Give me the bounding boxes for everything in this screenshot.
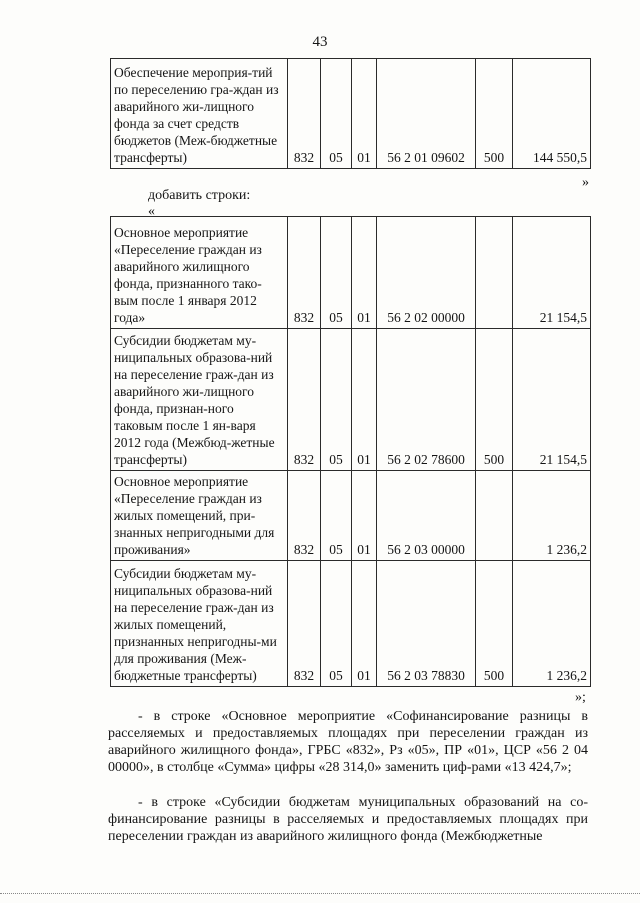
row-name: Обеспечение мероприя-тий по переселению гра-ждан из аварийного жи-лищного фонда за счет средств бюджетов (Меж-бюджетные трансферты) <box>111 59 288 169</box>
sum-cell: 1 236,2 <box>513 561 591 687</box>
paragraph-text: - в строке «Субсидии бюджетам муниципальных образований на со-финансирование разницы в расселяемых и предоставляемых площадях при переселении граждан из аварийного жилищного фонда (Межбюджетные <box>108 795 588 844</box>
table-row <box>111 561 591 687</box>
page-bottom-divider <box>0 893 640 894</box>
pr-cell: 01 <box>352 59 377 169</box>
opening-quote: « <box>148 204 155 219</box>
page-number: 43 <box>312 34 328 50</box>
grbs-cell: 832 <box>288 329 321 471</box>
sum-cell: 144 550,5 <box>513 59 591 169</box>
sum-cell: 21 154,5 <box>513 217 591 329</box>
grbs-cell: 832 <box>288 217 321 329</box>
csr-cell: 56 2 03 78830 <box>377 561 476 687</box>
paragraph-text: - в строке «Основное мероприятие «Софинансирование разницы в расселяемых и предоставляемых площадях при переселении граждан из аварийного жилищного фонда», ГРБС «832», Рз «05», ПР «01», ЦСР «56 2 04 00000», в столбце «Сумма» цифры «28 314,0» заменить циф-рами «13 424,7»; <box>108 709 588 775</box>
pr-cell: 01 <box>352 217 377 329</box>
pr-cell: 01 <box>352 471 377 561</box>
budget-table-2 <box>110 216 591 687</box>
vr-cell: 500 <box>476 59 513 169</box>
table-row <box>111 471 591 561</box>
sum-cell: 21 154,5 <box>513 329 591 471</box>
vr-cell: 500 <box>476 561 513 687</box>
row-name: Субсидии бюджетам му-ниципальных образова-ний на переселение граж-дан из аварийного жи-лищного фонда, признан-ного таковым после 1 ян-варя 2012 года (Межбюд-жетные трансферты) <box>111 329 288 471</box>
row-name: Субсидии бюджетам му-ниципальных образова-ний на переселение граж-дан из жилых помещений, признанных непригодны-ми для проживания (Меж-бюджетные трансферты) <box>111 561 288 687</box>
rz-cell: 05 <box>321 471 352 561</box>
rz-cell: 05 <box>321 59 352 169</box>
csr-cell: 56 2 01 09602 <box>377 59 476 169</box>
amendment-paragraph-2 <box>108 794 588 845</box>
table-row <box>111 329 591 471</box>
closing-quote-2: »; <box>575 690 586 705</box>
rz-cell: 05 <box>321 329 352 471</box>
pr-cell: 01 <box>352 329 377 471</box>
grbs-cell: 832 <box>288 59 321 169</box>
csr-cell: 56 2 02 00000 <box>377 217 476 329</box>
add-rows-text: добавить строки: <box>148 188 251 203</box>
rz-cell: 05 <box>321 561 352 687</box>
table-row <box>111 217 591 329</box>
csr-cell: 56 2 02 78600 <box>377 329 476 471</box>
grbs-cell: 832 <box>288 561 321 687</box>
pr-cell: 01 <box>352 561 377 687</box>
rz-cell: 05 <box>321 217 352 329</box>
closing-quote-1: » <box>582 175 589 190</box>
table-row <box>111 59 591 169</box>
budget-table-1 <box>110 58 591 169</box>
row-name: Основное мероприятие «Переселение граждан из жилых помещений, при-знанных непригодными для проживания» <box>111 471 288 561</box>
row-name: Основное мероприятие «Переселение граждан из аварийного жилищного фонда, признанного тако-вым после 1 января 2012 года» <box>111 217 288 329</box>
amendment-paragraph-1 <box>108 708 588 776</box>
sum-cell: 1 236,2 <box>513 471 591 561</box>
vr-cell <box>476 471 513 561</box>
vr-cell <box>476 217 513 329</box>
grbs-cell: 832 <box>288 471 321 561</box>
vr-cell: 500 <box>476 329 513 471</box>
csr-cell: 56 2 03 00000 <box>377 471 476 561</box>
